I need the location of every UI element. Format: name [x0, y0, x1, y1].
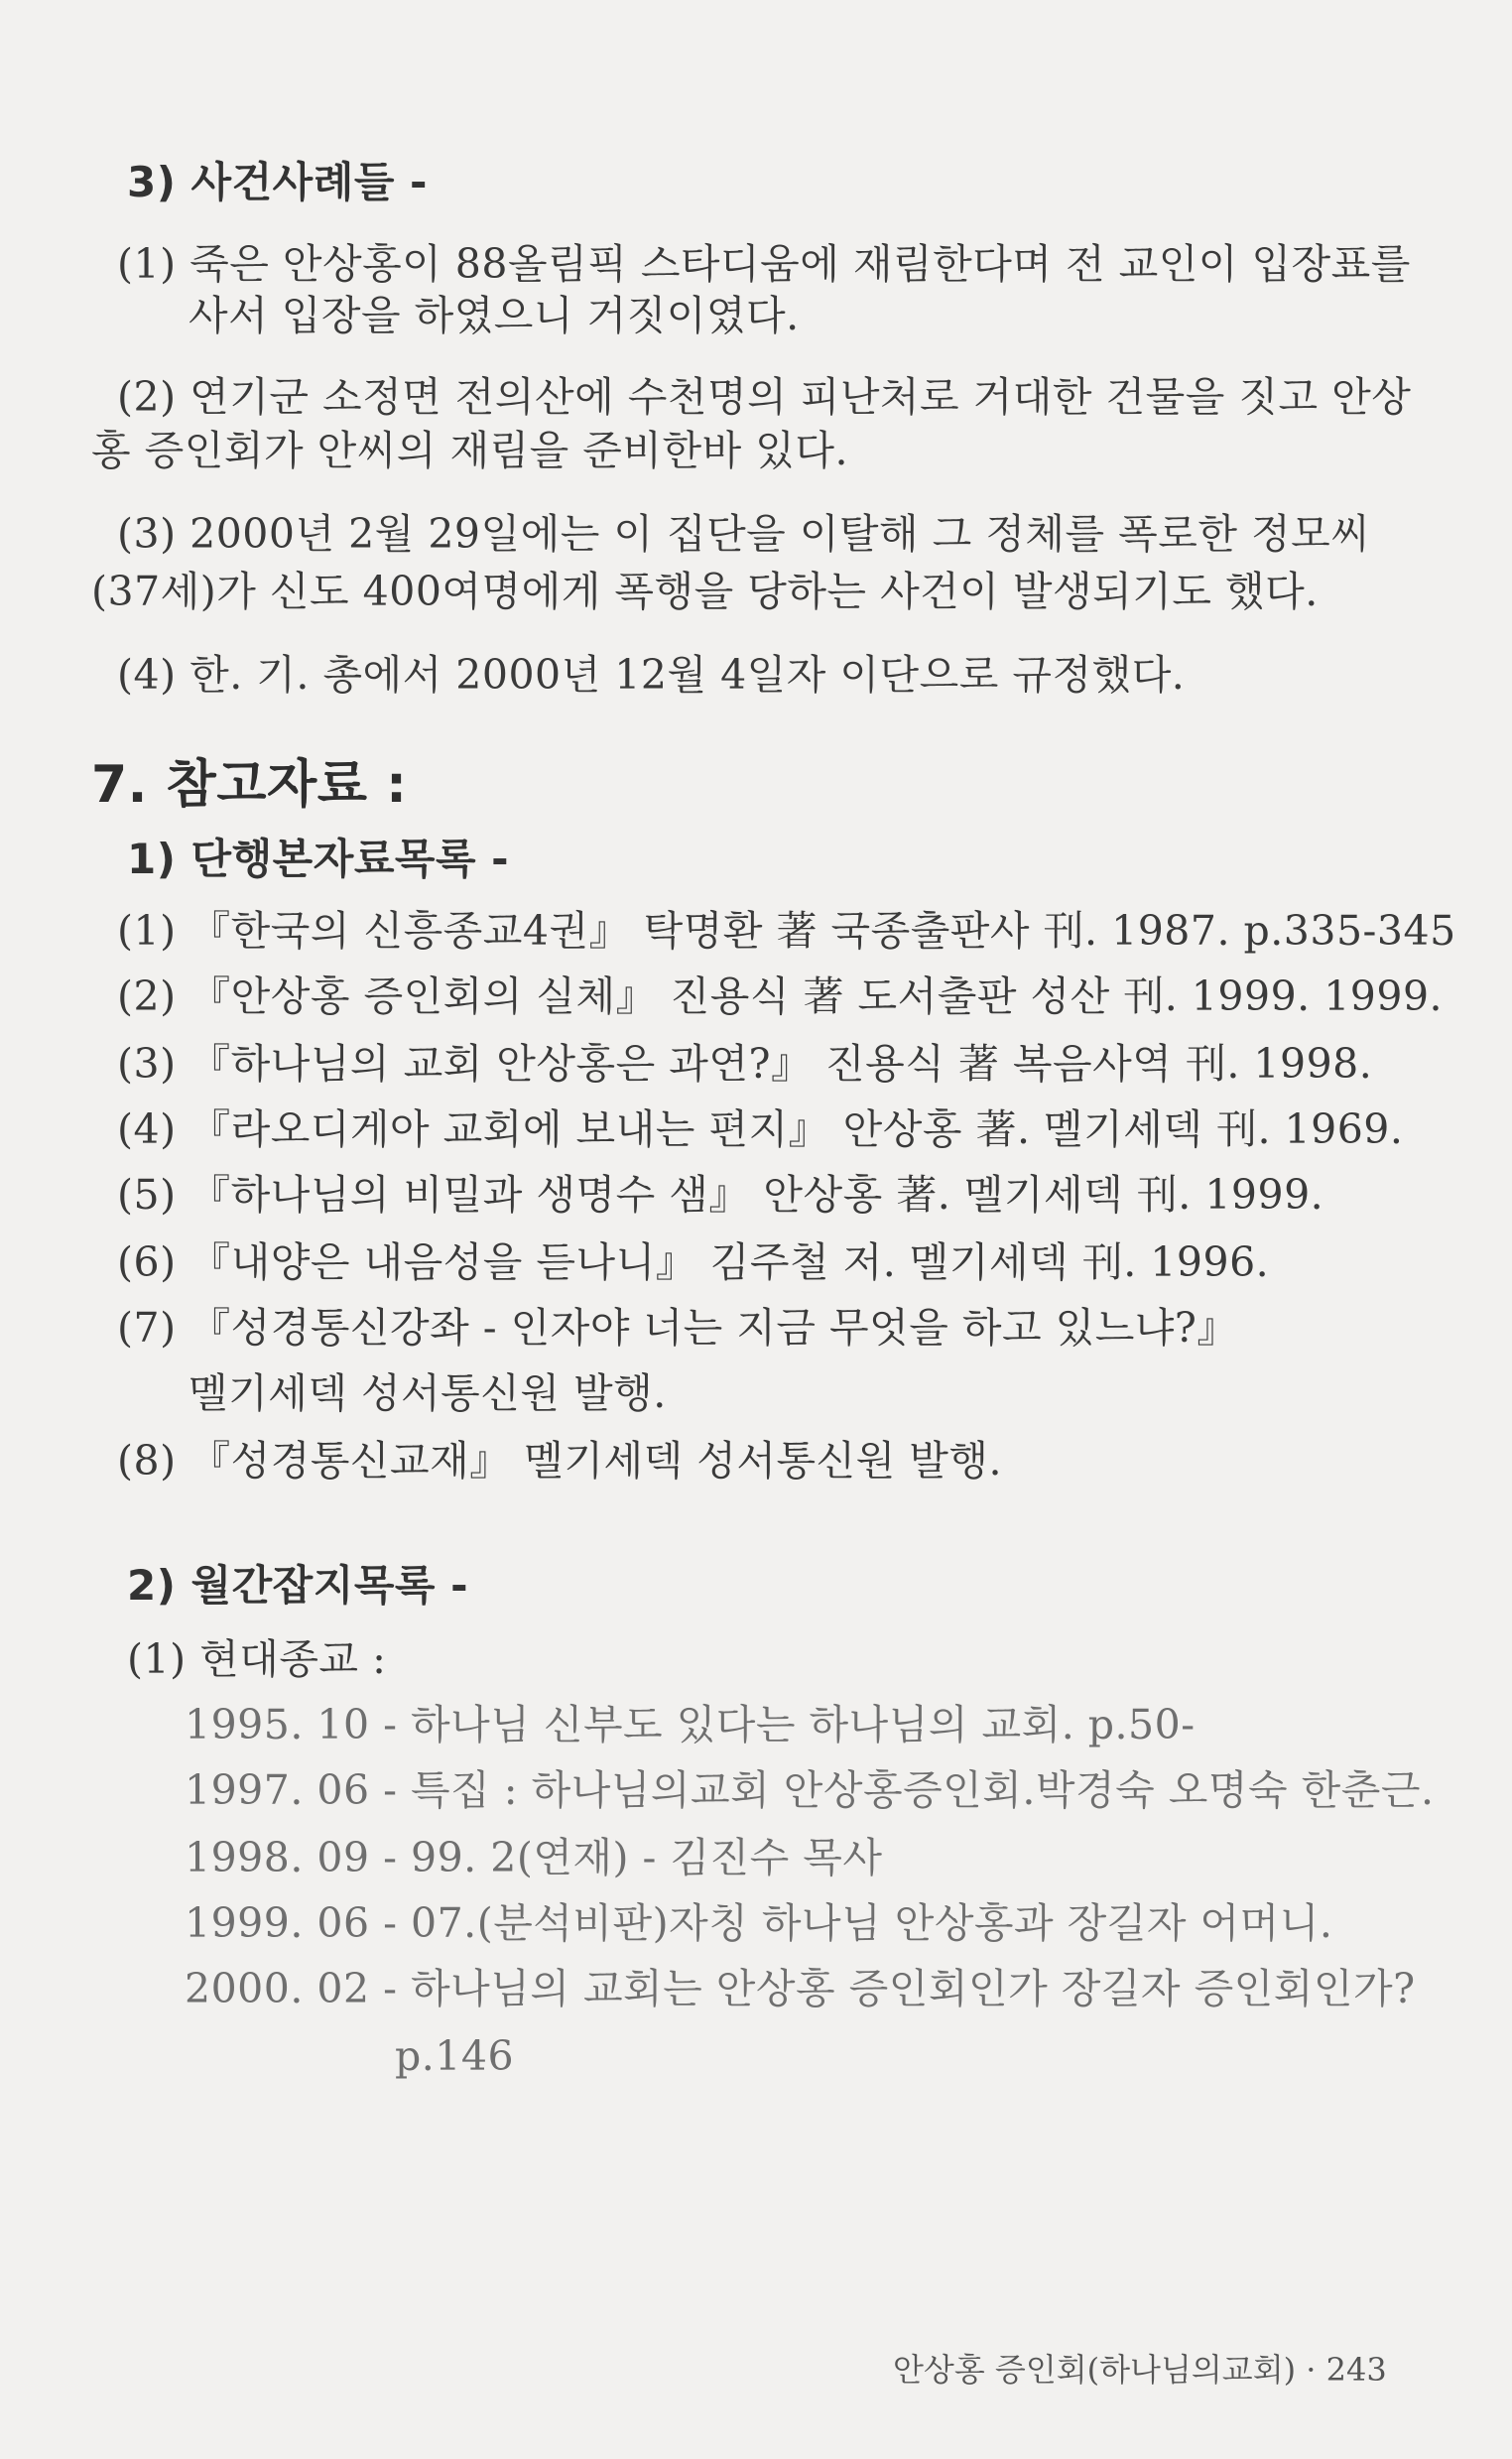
case-item-2-line-1: (2) 연기군 소정면 전의산에 수천명의 피난처로 거대한 건물을 짓고 안상: [117, 373, 1412, 421]
case-item-3-line-2: (37세)가 신도 400여명에게 폭행을 당하는 사건이 발생되기도 했다.: [91, 568, 1319, 615]
subheading-magazines: 2) 월간잡지목록 -: [127, 1561, 469, 1610]
book-item-2: (2) 『안상홍 증인회의 실체』 진용식 著 도서출판 성산 刊. 1999. 1999.: [117, 972, 1444, 1020]
book-item-5: (5) 『하나님의 비밀과 생명수 샘』 안상홍 著. 멜기세덱 刊. 1999.: [117, 1171, 1324, 1219]
magazine-entry-1999: 1999. 06 - 07.(분석비판)자칭 하나님 안상홍과 장길자 어머니.: [185, 1899, 1333, 1947]
magazine-entry-2000: 2000. 02 - 하나님의 교회는 안상홍 증인회인가 장길자 증인회인가?: [185, 1965, 1416, 2012]
running-footer: 안상홍 증인회(하나님의교회) · 243: [893, 2351, 1387, 2389]
book-item-7-line-1: (7) 『성경통신강좌 - 인자야 너는 지금 무엇을 하고 있느냐?』: [117, 1304, 1238, 1352]
book-item-1: (1) 『한국의 신흥종교4권』 탁명환 著 국종출판사 刊. 1987. p.335-345: [117, 907, 1456, 955]
book-item-7-line-2: 멜기세덱 성서통신원 발행.: [189, 1369, 667, 1417]
magazine-entry-1997: 1997. 06 - 특집 : 하나님의교회 안상홍증인회.박경숙 오명숙 한춘근.: [185, 1766, 1435, 1814]
case-item-1-line-1: (1) 죽은 안상홍이 88올림픽 스타디움에 재림한다며 전 교인이 입장표를: [117, 240, 1411, 288]
subheading-books: 1) 단행본자료목록 -: [127, 835, 510, 883]
magazine-entry-1995: 1995. 10 - 하나님 신부도 있다는 하나님의 교회. p.50-: [185, 1701, 1196, 1748]
magazine-entry-2000-page: p.146: [395, 2032, 515, 2080]
section-heading-references: 7. 참고자료 :: [91, 755, 408, 815]
book-item-4: (4) 『라오디게아 교회에 보내는 편지』 안상홍 著. 멜기세덱 刊. 1969.: [117, 1105, 1404, 1153]
section-heading-case-examples: 3) 사건사례들 -: [127, 158, 428, 206]
case-item-2-line-2: 홍 증인회가 안씨의 재림을 준비한바 있다.: [91, 427, 848, 474]
book-item-6: (6) 『내양은 내음성을 듣나니』 김주철 저. 멜기세덱 刊. 1996.: [117, 1238, 1270, 1286]
book-item-8: (8) 『성경통신교재』 멜기세덱 성서통신원 발행.: [117, 1437, 1003, 1485]
book-item-3: (3) 『하나님의 교회 안상홍은 과연?』 진용식 著 복음사역 刊. 1998.: [117, 1040, 1373, 1088]
magazine-entry-1998: 1998. 09 - 99. 2(연재) - 김진수 목사: [185, 1834, 883, 1881]
case-item-1-line-2: 사서 입장을 하였으니 거짓이였다.: [189, 292, 800, 339]
magazine-name: (1) 현대종교 :: [127, 1635, 387, 1683]
case-item-4: (4) 한. 기. 총에서 2000년 12월 4일자 이단으로 규정했다.: [117, 651, 1186, 699]
case-item-3-line-1: (3) 2000년 2월 29일에는 이 집단을 이탈해 그 정체를 폭로한 정모씨: [117, 510, 1371, 558]
